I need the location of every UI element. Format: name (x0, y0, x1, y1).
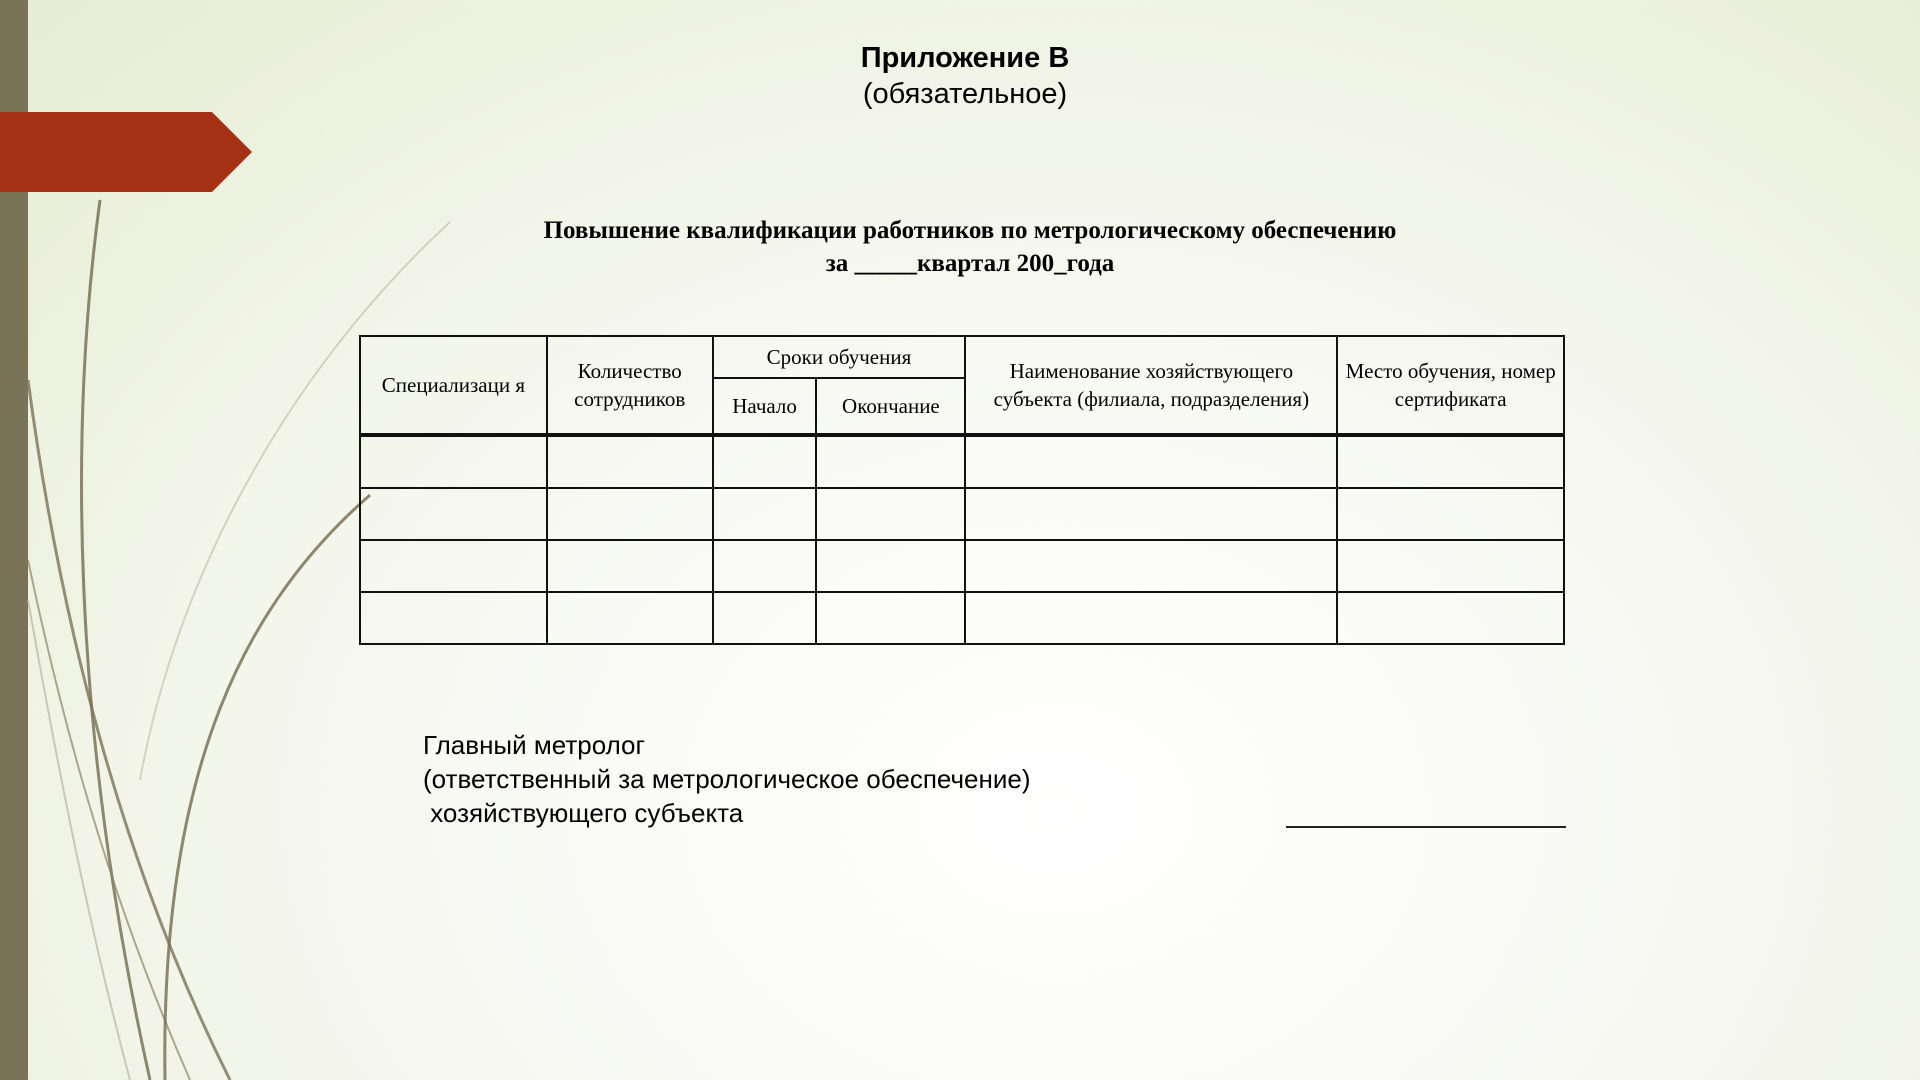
signature-underline (1286, 826, 1566, 828)
table-cell (547, 592, 713, 644)
table-cell (816, 435, 965, 488)
table-cell (713, 488, 817, 540)
appendix-title: Приложение В (860, 42, 1070, 74)
table-cell (1337, 540, 1564, 592)
table-row (360, 592, 1564, 644)
signature-line3: хозяйствующего субъекта (423, 798, 744, 828)
table-cell (1337, 435, 1564, 488)
header-entity-name: Наименование хозяйствующего субъекта (филиала, подразделения) (965, 336, 1337, 435)
qualification-table (359, 335, 1565, 645)
table-cell (816, 488, 965, 540)
signature-line2: (ответственный за метрологическое обеспечение) (423, 764, 1031, 794)
table-cell (360, 435, 547, 488)
signature-block (423, 728, 1031, 830)
table-cell (965, 435, 1337, 488)
table-row (360, 435, 1564, 488)
table-cell (816, 540, 965, 592)
header-employee-count: Количество сотрудников (547, 336, 713, 435)
header-end: Окончание (816, 378, 965, 435)
table-cell (1337, 592, 1564, 644)
table-cell (713, 540, 817, 592)
table-cell (547, 540, 713, 592)
table-cell (713, 435, 817, 488)
signature-line1: Главный метролог (423, 730, 645, 760)
document-title (460, 214, 1480, 280)
accent-flag-shape (0, 112, 252, 192)
table-row (360, 488, 1564, 540)
table-cell (360, 488, 547, 540)
table-cell (713, 592, 817, 644)
header-place-certificate: Место обучения, номер сертификата (1337, 336, 1564, 435)
header-specialization: Специализаци я (360, 336, 547, 435)
table-cell (1337, 488, 1564, 540)
document-title-line1: Повышение квалификации работников по метрологическому обеспечению (543, 217, 1397, 244)
table-row (360, 540, 1564, 592)
header-training-period: Сроки обучения (713, 336, 966, 378)
table-cell (360, 540, 547, 592)
header-start: Начало (713, 378, 817, 435)
table-cell (816, 592, 965, 644)
table-cell (547, 488, 713, 540)
appendix-subtitle: (обязательное) (862, 78, 1068, 110)
table-cell (965, 592, 1337, 644)
document-title-line2: за _____квартал 200_года (825, 250, 1115, 277)
table-cell (965, 488, 1337, 540)
table-cell (965, 540, 1337, 592)
table-cell (360, 592, 547, 644)
table-cell (547, 435, 713, 488)
